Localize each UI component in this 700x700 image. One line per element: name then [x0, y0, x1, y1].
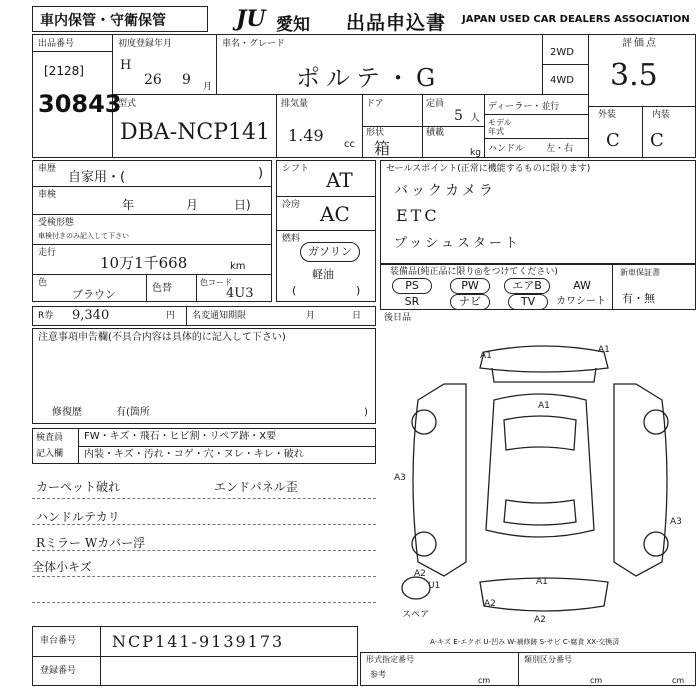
first-reg-year: 26 — [144, 72, 162, 88]
note-line2: エンドパネル歪 — [214, 480, 298, 494]
mark-a1-front: A1 — [480, 351, 492, 361]
car-diagram — [384, 330, 696, 640]
type-cert-label: 形式指定番号 — [366, 655, 414, 664]
storage-tab-text: 車内保管・守衛保管 — [40, 13, 166, 29]
spare-label: スペア — [402, 610, 430, 620]
ju-logo: JU — [236, 6, 266, 32]
lot-number: 30843 — [38, 90, 122, 118]
note-line5: 全体小キズ — [32, 560, 92, 574]
car-name-label: 車名・グレード — [222, 39, 286, 49]
displacement-label: 排気量 — [281, 99, 309, 109]
shift-value: AT — [326, 168, 353, 192]
dealer-label: ディーラー・並行 — [488, 102, 560, 112]
inspector-row1: FW・キズ・飛石・ヒビ割・リペア跡・X要 — [84, 431, 277, 442]
drive-4wd: 4WD — [550, 75, 574, 86]
spare-tire — [402, 577, 430, 599]
fuel-bracket-right: ) — [356, 284, 361, 297]
mileage-unit: km — [230, 261, 246, 272]
note-line1: カーペット破れ — [36, 480, 121, 494]
mileage-label: 走行 — [38, 248, 57, 258]
shape-label: 形状 — [366, 128, 385, 138]
repaint-label: 色替 — [152, 283, 172, 294]
repair-label: 修復歴 — [52, 407, 82, 418]
front-view — [480, 346, 608, 372]
note-line3: ハンドルテカリ — [36, 510, 120, 524]
color-value: ブラウン — [72, 288, 116, 301]
shape-value: 箱 — [374, 139, 391, 158]
sales-line2: ETC — [396, 206, 440, 225]
capacity-unit: 人 — [470, 113, 480, 124]
warranty-options: 有・無 — [622, 292, 655, 305]
door-label: ドア — [366, 99, 384, 109]
note-line4: Rミラー Wカバー浮 — [36, 536, 146, 550]
weight-label: 積載 — [426, 128, 445, 138]
first-reg-era: H — [120, 58, 132, 73]
model-value: DBA-NCP141 — [120, 120, 271, 145]
color-code-value: 4U3 — [226, 286, 254, 301]
right-side-view — [614, 384, 667, 576]
class-label: 類別区分番号 — [524, 655, 572, 664]
inspector-row2: 内装・キズ・汚れ・コゲ・穴・ヌレ・キレ・破れ — [84, 449, 304, 460]
mark-a2-rear: A2 — [484, 599, 496, 609]
inspection-day: 日) — [234, 198, 251, 212]
association-name: JAPAN USED CAR DEALERS ASSOCIATION — [462, 14, 690, 25]
mileage-value: 10万1千668 — [100, 254, 188, 272]
mark-a1-rear: A1 — [536, 577, 548, 587]
mark-a3-left: A3 — [394, 473, 406, 483]
history-label: 車歴 — [38, 164, 57, 174]
equip-sr: SR — [404, 295, 420, 308]
ac-label: 冷房 — [282, 200, 301, 210]
inspection-year: 年 — [122, 198, 135, 212]
equip-leather: カワシート — [556, 296, 606, 307]
score-label: 評価点 — [622, 38, 658, 49]
fuel-bracket-left: ( — [292, 284, 297, 297]
equip-aw: AW — [573, 279, 591, 292]
color-label: 色 — [38, 278, 48, 288]
capacity-value: 5 — [454, 108, 463, 124]
inspector-label1: 検査員 — [36, 433, 64, 443]
mark-a3-right: A3 — [670, 517, 682, 527]
shift-label: シフト — [282, 164, 310, 174]
sales-line1: バックカメラ — [394, 183, 496, 199]
chassis-label: 車台番号 — [40, 636, 77, 646]
recycle-unit: 円 — [166, 311, 176, 321]
notes-label: 注意事項申告欄(不具合内容は具体的に記入して下さい) — [38, 332, 286, 343]
drive-2wd: 2WD — [550, 47, 574, 58]
ref-label-1: 参考 — [370, 670, 386, 679]
capacity-label: 定員 — [426, 99, 445, 109]
left-side-view — [413, 384, 466, 576]
displacement-value: 1.49 — [288, 126, 324, 145]
after-label: 後日品 — [384, 313, 412, 323]
weight-unit: kg — [470, 148, 481, 158]
mark-a2-left: A2 — [414, 569, 426, 579]
exterior-value: C — [606, 130, 620, 151]
color-code-label: 色コード — [200, 278, 232, 287]
equip-navi: ナビ — [450, 294, 490, 310]
first-reg-month-unit: 月 — [203, 82, 213, 92]
displacement-unit: cc — [344, 139, 355, 150]
repair-close: ) — [364, 407, 368, 418]
interior-value: C — [650, 130, 664, 151]
inspection-label: 車検 — [38, 190, 57, 200]
equip-tv: TV — [508, 294, 548, 310]
deadline-label: 名変通知期限 — [192, 311, 247, 321]
equipment-label: 装備品(純正品に限り◎をつけてください) — [390, 267, 558, 277]
handle-label: ハンドル — [488, 144, 525, 154]
lot-bracket: [2128] — [44, 64, 84, 78]
equip-pw: PW — [450, 278, 490, 294]
chassis-value: NCP141-9139173 — [112, 632, 285, 651]
model-label: 型式 — [118, 99, 137, 109]
equip-aircon: エアB — [504, 278, 550, 294]
first-reg-month: 9 — [182, 72, 191, 88]
mark-u1: U1 — [428, 581, 441, 591]
deadline-day: 日 — [352, 311, 362, 321]
interior-label: 内装 — [652, 110, 671, 120]
reg-label: 登録番号 — [40, 666, 77, 676]
form-title: 出品申込書 — [346, 12, 447, 34]
ref-unit-1: cm — [478, 676, 491, 685]
inspector-label2: 記入欄 — [36, 449, 64, 459]
ac-value: AC — [320, 202, 350, 226]
lot-label: 出品番号 — [38, 39, 75, 49]
ref-unit-3: cm — [672, 676, 685, 685]
history-close: ) — [258, 166, 264, 181]
fuel-gas: ガソリン — [300, 242, 360, 262]
score-value: 3.5 — [610, 58, 658, 93]
origin-note: 車検付きのみ記入して下さい — [38, 232, 129, 240]
warranty-label: 新車保証書 — [620, 268, 660, 277]
equip-ps: PS — [392, 278, 432, 294]
fuel-label: 燃料 — [282, 234, 301, 244]
mark-a1-right: A1 — [598, 345, 610, 355]
recycle-value: 9,340 — [72, 308, 110, 323]
model-year-label: モデル年式 — [488, 118, 512, 136]
sales-label: セールスポイント(正常に機能するものに限ります) — [386, 164, 591, 174]
fuel-diesel: 軽油 — [312, 268, 334, 281]
recycle-label: R券 — [38, 311, 54, 321]
mark-a1-top: A1 — [538, 401, 550, 411]
ref-unit-2: cm — [590, 676, 603, 685]
first-reg-label: 初度登録年月 — [118, 39, 173, 49]
history-value: 自家用・( — [68, 170, 126, 185]
repair-value: 有(箇所 — [116, 407, 150, 418]
mark-a2-bottom: A2 — [534, 615, 546, 625]
exterior-label: 外装 — [598, 110, 617, 120]
handle-options: 左・右 — [546, 144, 574, 154]
sales-line3: プッシュスタート — [394, 236, 521, 251]
deadline-month: 月 — [306, 311, 316, 321]
damage-legend: A-キズ E-エクボ U-凹み W-補修跡 S-サビ C-腐食 XX-交換済 — [430, 638, 620, 646]
inspection-month: 月 — [186, 198, 199, 212]
car-name-value: ポルテ・G — [296, 64, 442, 92]
org-name: 愛知 — [276, 15, 310, 35]
origin-label: 受検形態 — [38, 218, 75, 228]
